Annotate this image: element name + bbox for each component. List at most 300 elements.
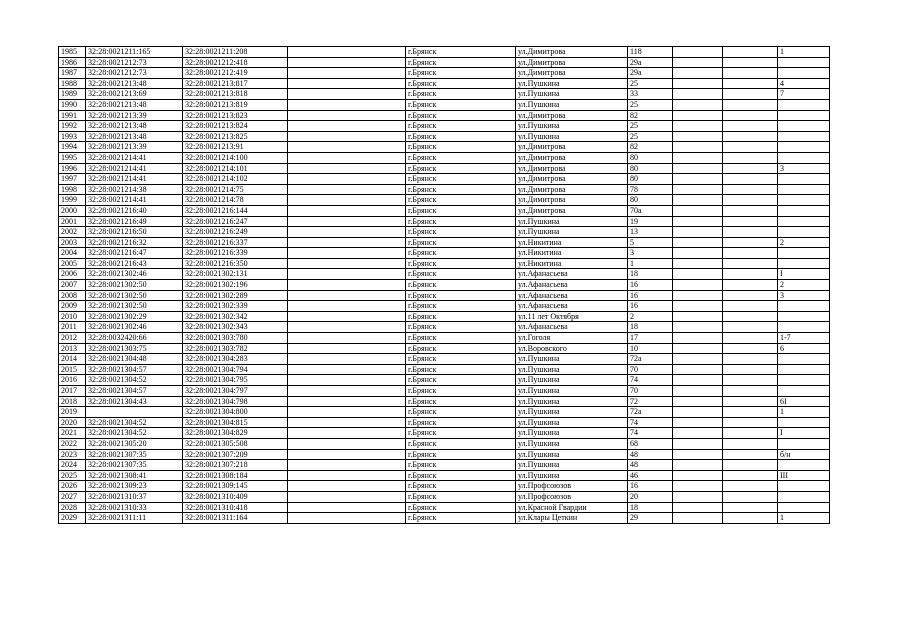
cadastral-number: 32:28:0021304:815: [183, 417, 288, 428]
row-number: 1994: [59, 142, 86, 153]
cadastral-number: 32:28:0021304:829: [183, 428, 288, 439]
empty-cell: [723, 502, 778, 513]
city-cell: г.Брянск: [406, 269, 516, 280]
street-cell: ул.Профсоюзов: [516, 491, 628, 502]
source-cadastral-number: 32:28:0021308:41: [86, 470, 183, 481]
table-row: [59, 227, 830, 238]
row-number: 1990: [59, 99, 86, 110]
table-row: [59, 269, 830, 280]
source-cadastral-number: 32:28:0021212:73: [86, 68, 183, 79]
apartment-cell: [778, 184, 830, 195]
table-row: [59, 142, 830, 153]
street-cell: ул.Димитрова: [516, 68, 628, 79]
source-cadastral-number: 32:28:0021304:57: [86, 386, 183, 397]
source-cadastral-number: 32:28:0021214:41: [86, 163, 183, 174]
empty-cell: [723, 481, 778, 492]
cadastral-number: 32:28:0021304:283: [183, 354, 288, 365]
cadastral-number: 32:28:0021304:794: [183, 364, 288, 375]
source-cadastral-number: 32:28:0021302:50: [86, 301, 183, 312]
empty-cell: [673, 205, 723, 216]
apartment-cell: б/н: [778, 449, 830, 460]
empty-cell: [723, 375, 778, 386]
row-number: 2019: [59, 407, 86, 418]
empty-cell: [723, 407, 778, 418]
city-cell: г.Брянск: [406, 131, 516, 142]
source-cadastral-number: 32:28:0021307:35: [86, 449, 183, 460]
city-cell: г.Брянск: [406, 89, 516, 100]
row-number: 2016: [59, 375, 86, 386]
house-number-cell: 18: [628, 502, 673, 513]
apartment-cell: [778, 131, 830, 142]
table-row: [59, 184, 830, 195]
city-cell: г.Брянск: [406, 78, 516, 89]
street-cell: ул.Гоголя: [516, 333, 628, 344]
house-number-cell: 5: [628, 237, 673, 248]
source-cadastral-number: 32:28:0021304:57: [86, 364, 183, 375]
city-cell: г.Брянск: [406, 301, 516, 312]
empty-cell: [723, 142, 778, 153]
empty-cell: [723, 364, 778, 375]
empty-cell: [723, 57, 778, 68]
house-number-cell: 80: [628, 174, 673, 185]
row-number: 2006: [59, 269, 86, 280]
house-number-cell: 74: [628, 375, 673, 386]
city-cell: г.Брянск: [406, 333, 516, 344]
table-row: [59, 417, 830, 428]
empty-cell: [673, 513, 723, 524]
city-cell: г.Брянск: [406, 216, 516, 227]
empty-cell: [723, 258, 778, 269]
source-cadastral-number: 32:28:0032420:66: [86, 333, 183, 344]
source-cadastral-number: 32:28:0021212:73: [86, 57, 183, 68]
empty-cell: [673, 343, 723, 354]
row-number: 1987: [59, 68, 86, 79]
table-row: [59, 68, 830, 79]
empty-cell: [723, 417, 778, 428]
row-number: 2002: [59, 227, 86, 238]
table-row: [59, 322, 830, 333]
empty-cell: [288, 57, 406, 68]
row-number: 2012: [59, 333, 86, 344]
row-number: 2013: [59, 343, 86, 354]
street-cell: ул.Пушкина: [516, 121, 628, 132]
city-cell: г.Брянск: [406, 375, 516, 386]
row-number: 1997: [59, 174, 86, 185]
empty-cell: [288, 311, 406, 322]
table-row: [59, 174, 830, 185]
empty-cell: [673, 364, 723, 375]
apartment-cell: [778, 68, 830, 79]
empty-cell: [288, 195, 406, 206]
row-number: 1985: [59, 47, 86, 58]
apartment-cell: [778, 216, 830, 227]
empty-cell: [673, 470, 723, 481]
apartment-cell: 1: [778, 513, 830, 524]
empty-cell: [288, 354, 406, 365]
apartment-cell: 1: [778, 407, 830, 418]
table-row: [59, 460, 830, 471]
house-number-cell: 10: [628, 343, 673, 354]
house-number-cell: 48: [628, 460, 673, 471]
empty-cell: [288, 343, 406, 354]
apartment-cell: 6I: [778, 396, 830, 407]
apartment-cell: [778, 438, 830, 449]
source-cadastral-number: 32:28:0021304:48: [86, 354, 183, 365]
street-cell: ул.Никитина: [516, 248, 628, 259]
city-cell: г.Брянск: [406, 386, 516, 397]
empty-cell: [288, 258, 406, 269]
empty-cell: [673, 428, 723, 439]
city-cell: г.Брянск: [406, 438, 516, 449]
source-cadastral-number: 32:28:0021304:52: [86, 428, 183, 439]
empty-cell: [673, 417, 723, 428]
street-cell: ул.Димитрова: [516, 142, 628, 153]
source-cadastral-number: 32:28:0021307:35: [86, 460, 183, 471]
row-number: 1989: [59, 89, 86, 100]
table-row: [59, 195, 830, 206]
empty-cell: [288, 280, 406, 291]
empty-cell: [673, 301, 723, 312]
apartment-cell: [778, 364, 830, 375]
empty-cell: [288, 248, 406, 259]
street-cell: ул.Димитрова: [516, 163, 628, 174]
house-number-cell: 70: [628, 386, 673, 397]
empty-cell: [288, 470, 406, 481]
cadastral-number: 32:28:0021213:823: [183, 110, 288, 121]
empty-cell: [673, 47, 723, 58]
empty-cell: [673, 481, 723, 492]
source-cadastral-number: 32:28:0021213:48: [86, 78, 183, 89]
empty-cell: [288, 131, 406, 142]
empty-cell: [723, 301, 778, 312]
cadastral-number: 32:28:0021216:249: [183, 227, 288, 238]
empty-cell: [723, 269, 778, 280]
street-cell: ул.Димитрова: [516, 152, 628, 163]
row-number: 2011: [59, 322, 86, 333]
empty-cell: [673, 142, 723, 153]
cadastral-number: 32:28:0021302:131: [183, 269, 288, 280]
row-number: 2027: [59, 491, 86, 502]
empty-cell: [673, 354, 723, 365]
empty-cell: [288, 375, 406, 386]
source-cadastral-number: 32:28:0021216:43: [86, 258, 183, 269]
row-number: 2008: [59, 290, 86, 301]
cadastral-number: 32:28:0021310:409: [183, 491, 288, 502]
source-cadastral-number: 32:28:0021216:47: [86, 248, 183, 259]
empty-cell: [723, 460, 778, 471]
table-row: [59, 258, 830, 269]
empty-cell: [673, 311, 723, 322]
empty-cell: [723, 68, 778, 79]
empty-cell: [723, 121, 778, 132]
source-cadastral-number: 32:28:0021214:41: [86, 174, 183, 185]
street-cell: ул.Никитина: [516, 237, 628, 248]
cadastral-number: 32:28:0021303:780: [183, 333, 288, 344]
row-number: 2003: [59, 237, 86, 248]
empty-cell: [723, 131, 778, 142]
table-row: [59, 290, 830, 301]
city-cell: г.Брянск: [406, 227, 516, 238]
table-row: [59, 386, 830, 397]
empty-cell: [723, 333, 778, 344]
house-number-cell: 29а: [628, 68, 673, 79]
empty-cell: [723, 163, 778, 174]
apartment-cell: I: [778, 428, 830, 439]
city-cell: г.Брянск: [406, 354, 516, 365]
cadastral-number: 32:28:0021212:419: [183, 68, 288, 79]
empty-cell: [288, 428, 406, 439]
house-number-cell: 80: [628, 152, 673, 163]
row-number: 2018: [59, 396, 86, 407]
house-number-cell: 25: [628, 99, 673, 110]
house-number-cell: 16: [628, 290, 673, 301]
empty-cell: [673, 290, 723, 301]
street-cell: ул.Афанасьева: [516, 280, 628, 291]
city-cell: г.Брянск: [406, 343, 516, 354]
house-number-cell: 16: [628, 301, 673, 312]
table-row: [59, 78, 830, 89]
apartment-cell: [778, 311, 830, 322]
apartment-cell: 2: [778, 280, 830, 291]
empty-cell: [673, 322, 723, 333]
empty-cell: [288, 163, 406, 174]
empty-cell: [673, 163, 723, 174]
source-cadastral-number: 32:28:0021302:50: [86, 290, 183, 301]
city-cell: г.Брянск: [406, 68, 516, 79]
apartment-cell: [778, 227, 830, 238]
street-cell: ул.Пушкина: [516, 78, 628, 89]
row-number: 1991: [59, 110, 86, 121]
empty-cell: [288, 99, 406, 110]
house-number-cell: 68: [628, 438, 673, 449]
cadastral-number: 32:28:0021307:218: [183, 460, 288, 471]
table-row: [59, 248, 830, 259]
table-row: [59, 205, 830, 216]
apartment-cell: [778, 460, 830, 471]
city-cell: г.Брянск: [406, 470, 516, 481]
apartment-cell: [778, 301, 830, 312]
street-cell: ул.Димитрова: [516, 195, 628, 206]
empty-cell: [673, 89, 723, 100]
table-row: [59, 428, 830, 439]
apartment-cell: [778, 152, 830, 163]
table-row: [59, 502, 830, 513]
registry-table-body: [59, 47, 830, 524]
empty-cell: [288, 301, 406, 312]
empty-cell: [723, 449, 778, 460]
city-cell: г.Брянск: [406, 280, 516, 291]
empty-cell: [288, 174, 406, 185]
house-number-cell: 80: [628, 195, 673, 206]
street-cell: ул.Пушкина: [516, 438, 628, 449]
city-cell: г.Брянск: [406, 290, 516, 301]
source-cadastral-number: 32:28:0021216:40: [86, 205, 183, 216]
empty-cell: [723, 343, 778, 354]
apartment-cell: [778, 491, 830, 502]
empty-cell: [288, 407, 406, 418]
house-number-cell: 118: [628, 47, 673, 58]
row-number: 1986: [59, 57, 86, 68]
street-cell: ул.Пушкина: [516, 460, 628, 471]
empty-cell: [723, 237, 778, 248]
empty-cell: [723, 174, 778, 185]
row-number: 2010: [59, 311, 86, 322]
table-row: [59, 364, 830, 375]
empty-cell: [673, 491, 723, 502]
empty-cell: [288, 396, 406, 407]
apartment-cell: [778, 248, 830, 259]
row-number: 2007: [59, 280, 86, 291]
source-cadastral-number: 32:28:0021304:43: [86, 396, 183, 407]
source-cadastral-number: 32:28:0021302:46: [86, 322, 183, 333]
cadastral-number: 32:28:0021213:817: [183, 78, 288, 89]
city-cell: г.Брянск: [406, 417, 516, 428]
empty-cell: [288, 333, 406, 344]
city-cell: г.Брянск: [406, 142, 516, 153]
empty-cell: [288, 460, 406, 471]
empty-cell: [288, 513, 406, 524]
row-number: 2004: [59, 248, 86, 259]
empty-cell: [723, 205, 778, 216]
source-cadastral-number: 32:28:0021303:75: [86, 343, 183, 354]
street-cell: ул.Красной Гвардии: [516, 502, 628, 513]
row-number: 2025: [59, 470, 86, 481]
table-row: [59, 216, 830, 227]
row-number: 1996: [59, 163, 86, 174]
house-number-cell: 78: [628, 184, 673, 195]
empty-cell: [673, 333, 723, 344]
empty-cell: [288, 449, 406, 460]
cadastral-number: 32:28:0021216:144: [183, 205, 288, 216]
apartment-cell: [778, 174, 830, 185]
street-cell: ул.Афанасьева: [516, 269, 628, 280]
apartment-cell: [778, 354, 830, 365]
house-number-cell: 72: [628, 396, 673, 407]
empty-cell: [288, 142, 406, 153]
street-cell: ул.11 лет Октября: [516, 311, 628, 322]
street-cell: ул.Пушкина: [516, 417, 628, 428]
empty-cell: [673, 269, 723, 280]
street-cell: ул.Димитрова: [516, 57, 628, 68]
street-cell: ул.Пушкина: [516, 449, 628, 460]
apartment-cell: 3: [778, 290, 830, 301]
cadastral-number: 32:28:0021302:339: [183, 301, 288, 312]
empty-cell: [673, 99, 723, 110]
house-number-cell: 1: [628, 258, 673, 269]
source-cadastral-number: 32:28:0021302:46: [86, 269, 183, 280]
street-cell: ул.Димитрова: [516, 110, 628, 121]
empty-cell: [723, 386, 778, 397]
house-number-cell: 25: [628, 78, 673, 89]
table-row: [59, 491, 830, 502]
row-number: 2009: [59, 301, 86, 312]
row-number: 1999: [59, 195, 86, 206]
apartment-cell: [778, 99, 830, 110]
city-cell: г.Брянск: [406, 57, 516, 68]
apartment-cell: [778, 110, 830, 121]
empty-cell: [673, 174, 723, 185]
city-cell: г.Брянск: [406, 481, 516, 492]
street-cell: ул.Димитрова: [516, 174, 628, 185]
table-row: [59, 99, 830, 110]
table-row: [59, 89, 830, 100]
empty-cell: [673, 131, 723, 142]
empty-cell: [673, 184, 723, 195]
cadastral-number: 32:28:0021304:798: [183, 396, 288, 407]
house-number-cell: 19: [628, 216, 673, 227]
empty-cell: [723, 396, 778, 407]
street-cell: ул.Пушкина: [516, 386, 628, 397]
table-row: [59, 110, 830, 121]
cadastral-number: 32:28:0021302:342: [183, 311, 288, 322]
empty-cell: [673, 152, 723, 163]
row-number: 2000: [59, 205, 86, 216]
cadastral-number: 32:28:0021213:825: [183, 131, 288, 142]
cadastral-number: 32:28:0021213:91: [183, 142, 288, 153]
house-number-cell: 70: [628, 364, 673, 375]
row-number: 1995: [59, 152, 86, 163]
empty-cell: [673, 438, 723, 449]
house-number-cell: 25: [628, 121, 673, 132]
cadastral-number: 32:28:0021308:184: [183, 470, 288, 481]
city-cell: г.Брянск: [406, 491, 516, 502]
empty-cell: [723, 99, 778, 110]
street-cell: ул.Димитрова: [516, 205, 628, 216]
empty-cell: [288, 110, 406, 121]
table-row: [59, 47, 830, 58]
apartment-cell: 7: [778, 89, 830, 100]
empty-cell: [673, 110, 723, 121]
cadastral-number: 32:28:0021304:795: [183, 375, 288, 386]
house-number-cell: 20: [628, 491, 673, 502]
empty-cell: [288, 121, 406, 132]
city-cell: г.Брянск: [406, 396, 516, 407]
city-cell: г.Брянск: [406, 311, 516, 322]
street-cell: ул.Пушкина: [516, 89, 628, 100]
city-cell: г.Брянск: [406, 460, 516, 471]
empty-cell: [288, 364, 406, 375]
city-cell: г.Брянск: [406, 248, 516, 259]
cadastral-number: 32:28:0021304:797: [183, 386, 288, 397]
empty-cell: [723, 513, 778, 524]
street-cell: ул.Димитрова: [516, 184, 628, 195]
city-cell: г.Брянск: [406, 205, 516, 216]
source-cadastral-number: 32:28:0021310:37: [86, 491, 183, 502]
cadastral-number: 32:28:0021214:100: [183, 152, 288, 163]
city-cell: г.Брянск: [406, 195, 516, 206]
apartment-cell: 1: [778, 47, 830, 58]
empty-cell: [673, 407, 723, 418]
cadastral-number: 32:28:0021213:819: [183, 99, 288, 110]
source-cadastral-number: 32:28:0021304:52: [86, 417, 183, 428]
empty-cell: [723, 470, 778, 481]
street-cell: ул.Пушкина: [516, 407, 628, 418]
table-row: [59, 237, 830, 248]
table-row: [59, 152, 830, 163]
city-cell: г.Брянск: [406, 174, 516, 185]
source-cadastral-number: 32:28:0021310:33: [86, 502, 183, 513]
empty-cell: [288, 68, 406, 79]
table-row: [59, 449, 830, 460]
empty-cell: [673, 280, 723, 291]
empty-cell: [288, 216, 406, 227]
table-row: [59, 481, 830, 492]
cadastral-number: 32:28:0021214:102: [183, 174, 288, 185]
house-number-cell: 80: [628, 163, 673, 174]
source-cadastral-number: 32:28:0021216:49: [86, 216, 183, 227]
source-cadastral-number: 32:28:0021213:48: [86, 99, 183, 110]
empty-cell: [723, 280, 778, 291]
